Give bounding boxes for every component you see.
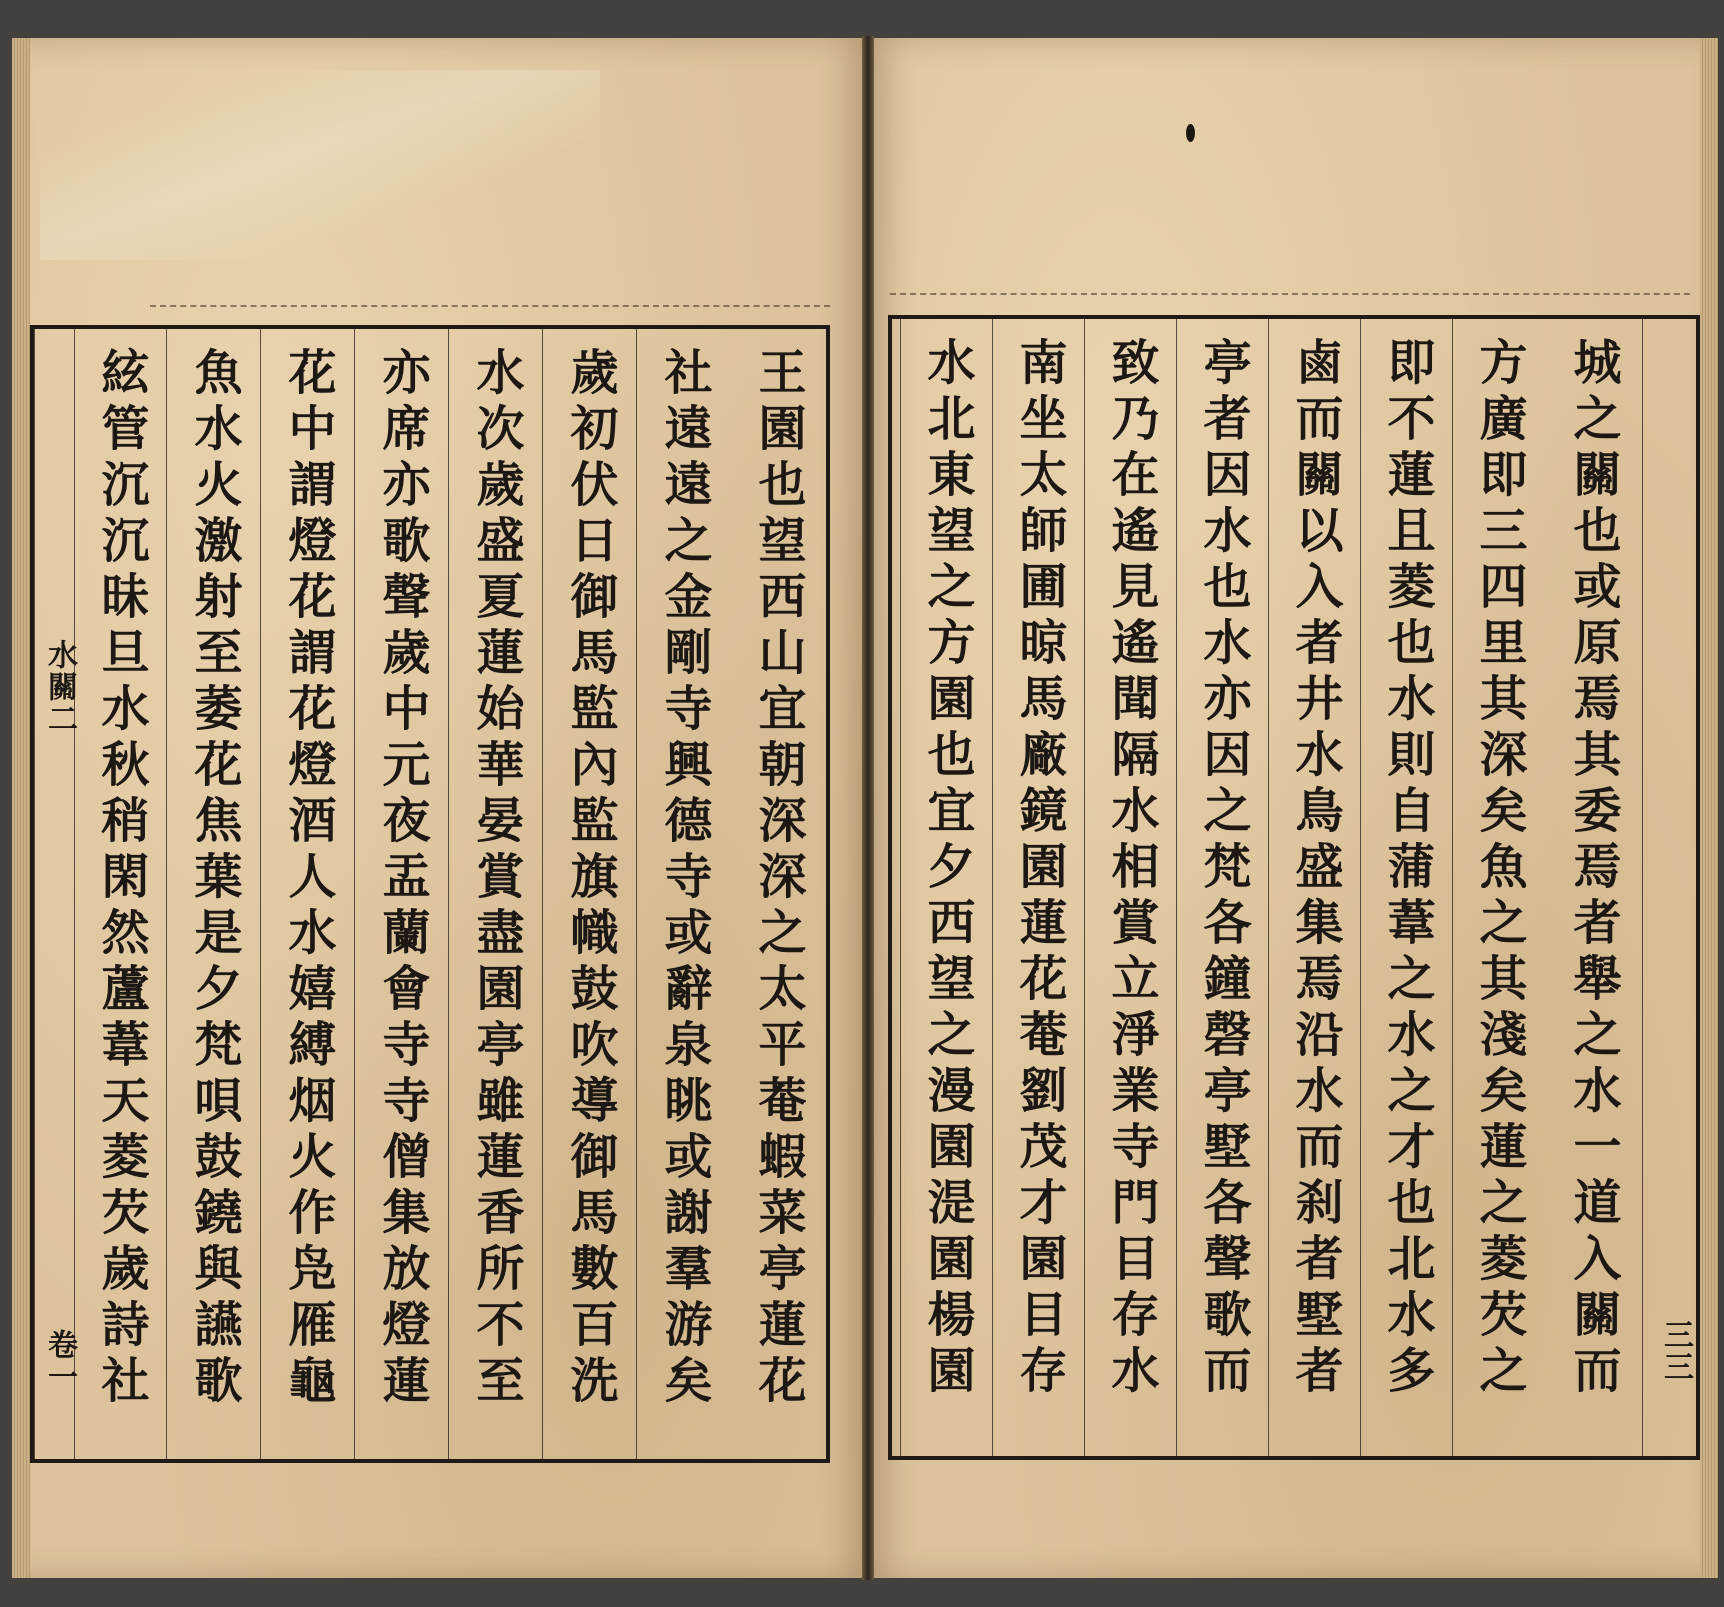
text-column: 鹵而關以入者井水鳥盛集焉沿水而刹者墅者 — [1268, 319, 1361, 1456]
right-text-frame — [888, 315, 1700, 1460]
text-column: 歲初伏日御馬監內監旗幟鼓吹導御馬數百洗 — [542, 329, 637, 1459]
text-column: 社遠遠之金剛寺興德寺或辭泉眺或謝羣游矣 — [636, 329, 731, 1459]
right-page-edge — [1700, 38, 1718, 1578]
paper-wrinkle — [40, 70, 600, 260]
page-number: 三三 — [1658, 1319, 1693, 1383]
margin-column — [1642, 319, 1697, 1456]
ink-blot — [1186, 124, 1195, 142]
right-top-border-trace — [890, 293, 1690, 295]
text-column: 絃管沉沉昧旦水秋稍閑然蘆葦天菱芡歲詩社 — [74, 329, 167, 1459]
text-column: 王園也望西山宜朝深深之太平菴蝦菜亭蓮花 — [750, 347, 806, 1411]
text-column: 南坐太師圃晾馬廠鏡園蓮花菴劉茂才園目存 — [992, 319, 1085, 1456]
text-column: 城之關也或原焉其委焉者舉之水一道入關而 — [1565, 337, 1621, 1401]
left-top-border-trace — [150, 305, 830, 307]
text-column: 即不蓮且菱也水則自蒲葦之水之才也北水多 — [1360, 319, 1453, 1456]
text-column: 亭者因水也水亦因之梵各鐘磬亭墅各聲歌而 — [1176, 319, 1269, 1456]
text-column: 水北東望之方園也宜夕西望之漫園湜園楊園 — [900, 319, 993, 1456]
margin-title: 水關二 — [42, 639, 77, 735]
text-column: 致乃在遙見遙聞隔水相賞立淨業寺門目存水 — [1084, 319, 1177, 1456]
margin-column — [34, 329, 75, 1459]
margin-volume: 卷一 — [42, 1329, 77, 1393]
text-column: 魚水火激射至萎花焦葉是夕梵唄鼓鐃與讌歌 — [166, 329, 261, 1459]
text-column: 水次歲盛夏蓮始華晏賞盡園亭雖蓮香所不至 — [448, 329, 543, 1459]
left-page-edge — [12, 38, 30, 1578]
text-column: 花中謂燈花謂花燈酒人水嬉縛烟火作凫雁龜 — [260, 329, 355, 1459]
left-text-frame — [30, 325, 830, 1463]
text-column: 方廣即三四里其深矣魚之其淺矣蓮之菱芡之 — [1452, 319, 1545, 1456]
text-column: 亦席亦歌聲歲中元夜盂蘭會寺寺僧集放燈蓮 — [354, 329, 449, 1459]
book-gutter — [862, 36, 874, 1580]
